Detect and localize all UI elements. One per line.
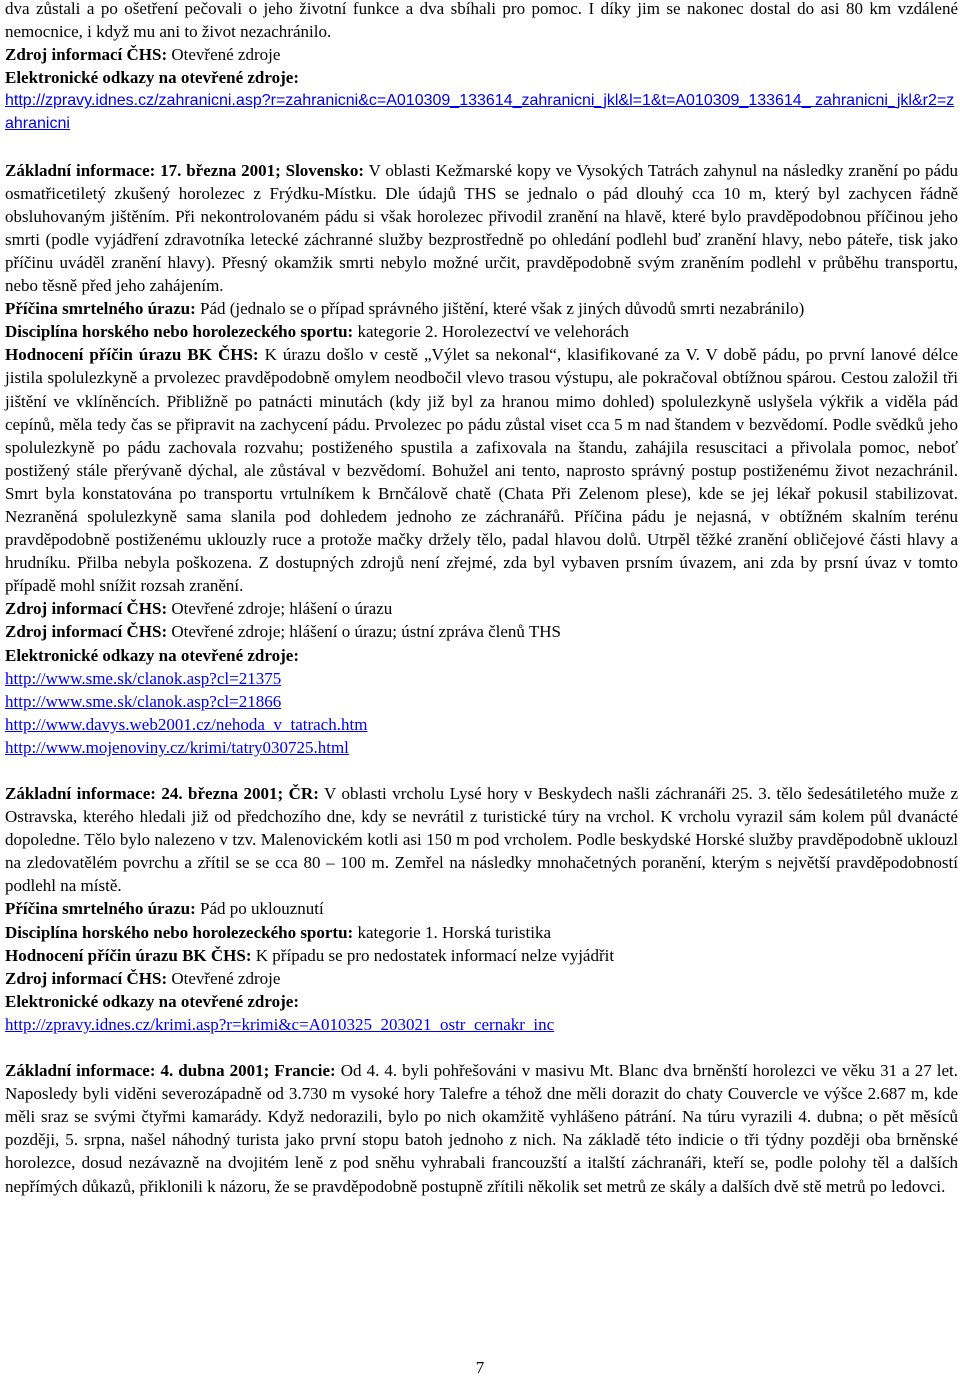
basic-label: Základní informace: 24. března 2001; ČR: <box>5 784 319 803</box>
basic-label: Základní informace: 17. března 2001; Slovensko: <box>5 160 365 180</box>
discipline-text: kategorie 2. Horolezectví ve velehorách <box>353 322 629 342</box>
basic-info-slovakia <box>5 159 958 298</box>
cause-label: Příčina smrtelného úrazu: <box>5 899 196 919</box>
links-label: Elektronické odkazy na otevřené zdroje: <box>5 68 299 88</box>
source-value: Otevřené zdroje <box>167 45 281 65</box>
source-line-1 <box>5 597 958 620</box>
page-number: 7 <box>475 1358 485 1377</box>
link-line[interactable] <box>5 1013 958 1036</box>
source-line-2 <box>5 620 958 643</box>
link-line[interactable] <box>5 690 958 713</box>
basic-text: V oblasti Kežmarské kopy ve Vysokých Tatrách zahynul na následky zranění po pádu osmatřicetiletý zkušený horolezec z Frýdku-Místku. Dle údajů THS se jednalo o pád dlouhý cca 10 m, který byl zachycen řádně obsluhovaným jištěním. Při nekontrolovaném pádu si však horolezec přivodil zranění na hlavě, které bylo pravděpodobnou příčinou jeho smrti (podle vyjádření zdravotníka letecké záchranné služby bezprostředně po ohledání podlehl buď zranění hlavy, nebo páteře, tisk jako příčinu uváděl zranění hlavy). Přesný okamžik smrti nebylo možné určit, pravděpodobně svým zraněním podlehl v průběhu transportu, nebo těsně před jeho zahájením. <box>5 160 958 296</box>
source-text: Otevřené zdroje; hlášení o úrazu; ústní zpráva členů THS <box>167 622 561 642</box>
basic-label: Základní informace: 4. dubna 2001; Francie: <box>5 1061 336 1081</box>
eval-label: Hodnocení příčin úrazu BK ČHS: <box>5 345 259 365</box>
evaluation-paragraph <box>5 343 958 597</box>
sme-link-2[interactable]: http://www.sme.sk/clanok.asp?cl=21866 <box>5 691 282 711</box>
link-line[interactable] <box>5 89 958 135</box>
links-heading <box>5 990 958 1013</box>
source-line <box>5 967 958 990</box>
source-label: Zdroj informací ČHS: <box>5 622 168 642</box>
cause-line <box>5 897 958 920</box>
basic-info-france <box>5 1059 958 1198</box>
source-text: Otevřené zdroje <box>167 968 281 988</box>
eval-label: Hodnocení příčin úrazu BK ČHS: <box>5 945 252 965</box>
links-heading <box>5 644 958 667</box>
cause-text: Pád po uklouznutí <box>195 899 324 919</box>
spacer <box>5 759 958 782</box>
document-page <box>5 0 958 1198</box>
discipline-label: Disciplína horského nebo horolezeckého sportu: <box>5 322 354 342</box>
source-text: Otevřené zdroje; hlášení o úrazu <box>167 599 393 619</box>
basic-text: Od 4. 4. byli pohřešováni v masivu Mt. Blanc dva brněnští horolezci ve věku 31 a 27 let. Naposledy byli viděni severozápadně od 3.730 m vysoké hory Talefre a téhož dne měli dorazit do chaty Couvercle ve výšce 2.687 m, kde měli sraz se svými čtyřmi kamarády. Když nedorazili, bylo po nich okamžitě vyhlášeno pátrání. Na túru vyrazili 4. dubna; o pět měsíců později, 5. srpna, našel náhodný turista jako první stopu batoh jednoho z nich. Na základě této indicie o tři týdny později oba brněnské horolezce, dosud nezávazně na dvojitém leně z pod sněhu vyhrabali francouzští a italští záchranáři, kteří se, podle polohy těl a dalších nepřímých důkazů, přiklonili k názoru, že se pravděpodobně postupně zřítili několik set metrů ze skály a dalších dvě stě metrů po ledovci. <box>5 1061 958 1196</box>
cause-line <box>5 297 958 320</box>
evaluation-line <box>5 944 958 967</box>
eval-text: K úrazu došlo v cestě „Výlet sa nekonal“, klasifikované za V. V době pádu, po první lanové délce jistila spolulezkyně a prvolezec pravděpodobně omylem neodbočil vlevo trasou výstupu, ale pokračoval obtížnou spárou. Cestou založil tři jištění ve vklíněncích. Přibližně po patnácti minutách (kdy již byl za hranou mimo dohled) spolulezkyně uslyšela výkřik a viděla pád cepínů, měla tedy čas se připravit na zachycení pádu. Prvolezec po pádu zůstal viset cca 5 m nad štandem v bezvědomí. Podle svědků jeho spolulezkyně po pádu zachovala rozvahu; postiženého spustila a zafixovala na štandu, zahájila resuscitaci a přivolala pomoc, neboť postižený stále přerývaně dýchal, ale zůstával v bezvědomí. Bohužel ani tento, naprosto správný postup postiženému život nezachránil. Smrt byla konstatována po transportu vrtulníkem k Brnčálově chatě (Chata Při Zelenom plese), kde se jej lékař pokusil stabilizovat. Nezraněná spolulezkyně sama slanila pod dohledem jednoho ze záchranářů. Příčina pádu je nejasná, v obtížném skalním terénu pravděpodobně postiženému uklouzly ruce a protože mačky držely tělo, padal hlavou dolů. Utrpěl těžké zranění obličejové části hlavy a hrudníku. Přilba nebyla poškozena. Z dostupných zdrojů není zřejmé, zda byl vybaven prsním úvazem, ani zda by prsní úvaz v tomto případě mohl snížit rozsah zranění. <box>5 345 958 596</box>
discipline-line <box>5 320 958 343</box>
basic-text: V oblasti vrcholu Lysé hory v Beskydech našli záchranáři 25. 3. tělo šedesátiletého muže z Ostravska, kterého hledali již od předchozího dne, kdy se nevrátil z turistické túry na vrchol. K vrcholu vyrazil sám kolem půl dvanácté dopoledne. Tělo bylo nalezeno v tzv. Malenovickém kotli asi 150 m pod vrcholem. Podle beskydské Horské služby pravděpodobně uklouzl na zledovatělém povrchu a zřítil se se cca 80 – 100 m. Zemřel na následky mnohačetných poranění, kterým s největší pravděpodobností podlehl na místě. <box>5 784 958 896</box>
basic-info-cr <box>5 782 958 897</box>
continuation-paragraph: dva zůstali a po ošetření pečovali o jeho životní funkce a dva sbíhali pro pomoc. I díky jim se nakonec dostal do asi 80 km vzdálené nemocnice, i když mu ani to život nezachránilo. <box>5 0 958 42</box>
links-heading <box>5 66 958 89</box>
link-line[interactable] <box>5 736 958 759</box>
spacer <box>5 1036 958 1059</box>
source-line <box>5 43 958 66</box>
link-line[interactable] <box>5 667 958 690</box>
cause-label: Příčina smrtelného úrazu: <box>5 299 196 319</box>
source-label: Zdroj informací ČHS: <box>5 968 168 988</box>
source-label: Zdroj informací ČHS: <box>5 599 168 619</box>
source-label: Zdroj informací ČHS: <box>5 45 168 65</box>
eval-text: K případu se pro nedostatek informací nelze vyjádřit <box>251 945 615 965</box>
links-label: Elektronické odkazy na otevřené zdroje: <box>5 645 299 665</box>
discipline-line <box>5 921 958 944</box>
links-label: Elektronické odkazy na otevřené zdroje: <box>5 991 299 1011</box>
idnes-link[interactable]: http://zpravy.idnes.cz/zahranicni.asp?r=zahranicni&c=A010309_133614_zahranicni_jkl&l=1&t=A010309_133614_ zahranicni_jkl&r2=zahranicni <box>5 92 955 133</box>
discipline-label: Disciplína horského nebo horolezeckého sportu: <box>5 922 354 942</box>
idnes-krimi-link[interactable]: http://zpravy.idnes.cz/krimi.asp?r=krimi&c=A010325_203021_ostr_cernakr_inc <box>5 1014 555 1034</box>
link-line[interactable] <box>5 713 958 736</box>
sme-link-1[interactable]: http://www.sme.sk/clanok.asp?cl=21375 <box>5 668 282 688</box>
discipline-text: kategorie 1. Horská turistika <box>353 922 552 942</box>
cause-text: Pád (jednalo se o případ správného jištění, které však z jiných důvodů smrti nezabránilo) <box>195 299 805 319</box>
mojenoviny-link[interactable]: http://www.mojenoviny.cz/krimi/tatry030725.html <box>5 737 349 757</box>
spacer <box>5 136 958 159</box>
davys-link[interactable]: http://www.davys.web2001.cz/nehoda_v_tatrach.htm <box>5 714 368 734</box>
